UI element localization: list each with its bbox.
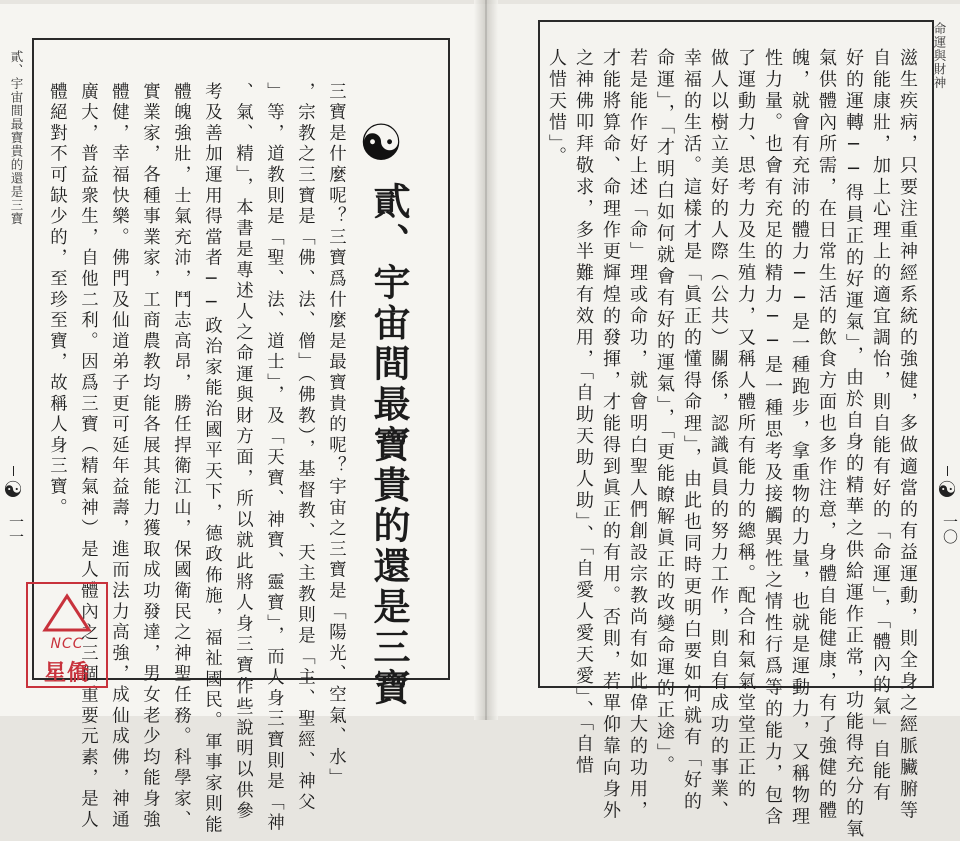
text-column: 三寶是什麼呢？三寶爲什麼是最寶貴的呢？宇宙之三寶是「陽光、空氣、水」 [325,82,346,790]
page-number-rule-top [947,466,948,476]
text-column: 體絕對不可缺少的，至珍至寶，故稱人身三寶。 [46,82,67,519]
text-column: 體魄強壯，士氣充沛，鬥志高昂，勝任捍衛江山，保國衛民之神聖任務。科學家、 [170,82,191,831]
text-column: 考及善加運用得當者──政治家能治國平天下，德政佈施，福祉國民。軍事家則能 [201,82,222,836]
left-page-number: 一一 [7,514,25,544]
right-running-title: 命運與財神 [932,22,947,90]
text-column: 若是能作好上述「命」理或命功，就會明白聖人們創設宗教尚有如此偉大的功用， [627,48,648,822]
text-column: 好的運轉──得員正的好運氣」，由於自身的精華之供給運作正常，功能得充分的氧 [843,48,864,841]
text-column: 實業家，各種事業家，工商農教均能各展其能力獲取成功發達，男女老少均能身強 [139,82,160,831]
yin-yang-icon: ☯ [358,114,404,172]
ncc-watermark-stamp [26,582,108,688]
text-column: ，宗教之三寶是「佛、法、僧」（佛教），基督教、天主教則是「主、聖經、神父 [294,82,315,814]
stamp-monogram: NCC [50,636,84,652]
chapter-heading: 貳、宇宙間最寶貴的還是三寶 [367,182,411,709]
text-column: 做人以樹立美好的人際（公共）關係，認識眞員的努力工作，則自有成功的事業、 [708,48,729,822]
stamp-brand: 星僑 [43,660,90,686]
text-column: 性力量。也會有充足的精力──是一種思考及接觸異性之情性行爲等的能力，包含 [762,48,783,828]
text-column: 魄，就會有充沛的體力──是一種跑步，拿重物的力量，也就是運動力，又稱物理 [789,48,810,828]
chapter-heading-block [350,114,414,709]
page-number-rule-top [13,466,14,476]
text-column: 、氣、精」，本書是專述人之命運與財方面，所以就此將人身三寶作些說明以供參 [232,82,253,823]
text-column: 命運」，「才明白如何就會有好的運氣」，「更能瞭解眞正的改變命運的正途」。 [654,48,675,777]
book-gutter [474,0,498,720]
right-page-body [546,48,926,841]
text-column: 氣供體內所需，在日常生活的飲食方面也多作注意，身體自能健康，有了強健的體 [816,48,837,822]
left-running-title: 貳、宇宙間最寶貴的還是三寶 [9,50,24,226]
text-column: 幸福的生活。這樣才是「眞正的懂得命理」，由此也同時更明白要如何就有「好的 [681,48,702,813]
text-column: 滋生疾病，只要注重神經系統的強健，多做適當的有益運動，則全身之經脈臟腑等 [897,48,918,822]
text-column: 廣大，普益衆生，自他二利。因爲三寶（精氣神）是人體內之三個重要元素，是人 [77,82,98,831]
right-page-number: 一〇 [941,514,959,544]
yin-yang-icon: ☯ [3,478,23,503]
text-column: 自能康壯，加上心理上的適宜調怡，則自能有好的「命運」，「體內的氣」自能有 [870,48,891,804]
triangle-logo-icon [41,592,93,634]
yin-yang-icon: ☯ [937,478,957,503]
text-column: 人惜天惜」。 [546,48,567,168]
text-column: 」等，道教則是「聖、法、道士」，及「天寶、神寶、靈寶」，而人身三寶則是「神 [263,82,284,835]
text-column: 之神佛叩拜敬求，多半難有效用，「自助天助人助」、「自愛人愛天愛」、「自惜 [573,48,594,777]
text-column: 體健，幸福快樂。佛門及仙道弟子更可延年益壽，進而法力高強，成仙成佛，神通 [108,82,129,831]
text-column: 了運動力、思考力及生殖力，又稱人體所有能力的總稱。配合和氣氣堂堂正正的 [735,48,756,801]
text-column: 才能將算命、命理作更輝煌的發揮，才能得到眞正的有用。否則，若單仰靠向身外 [600,48,621,822]
